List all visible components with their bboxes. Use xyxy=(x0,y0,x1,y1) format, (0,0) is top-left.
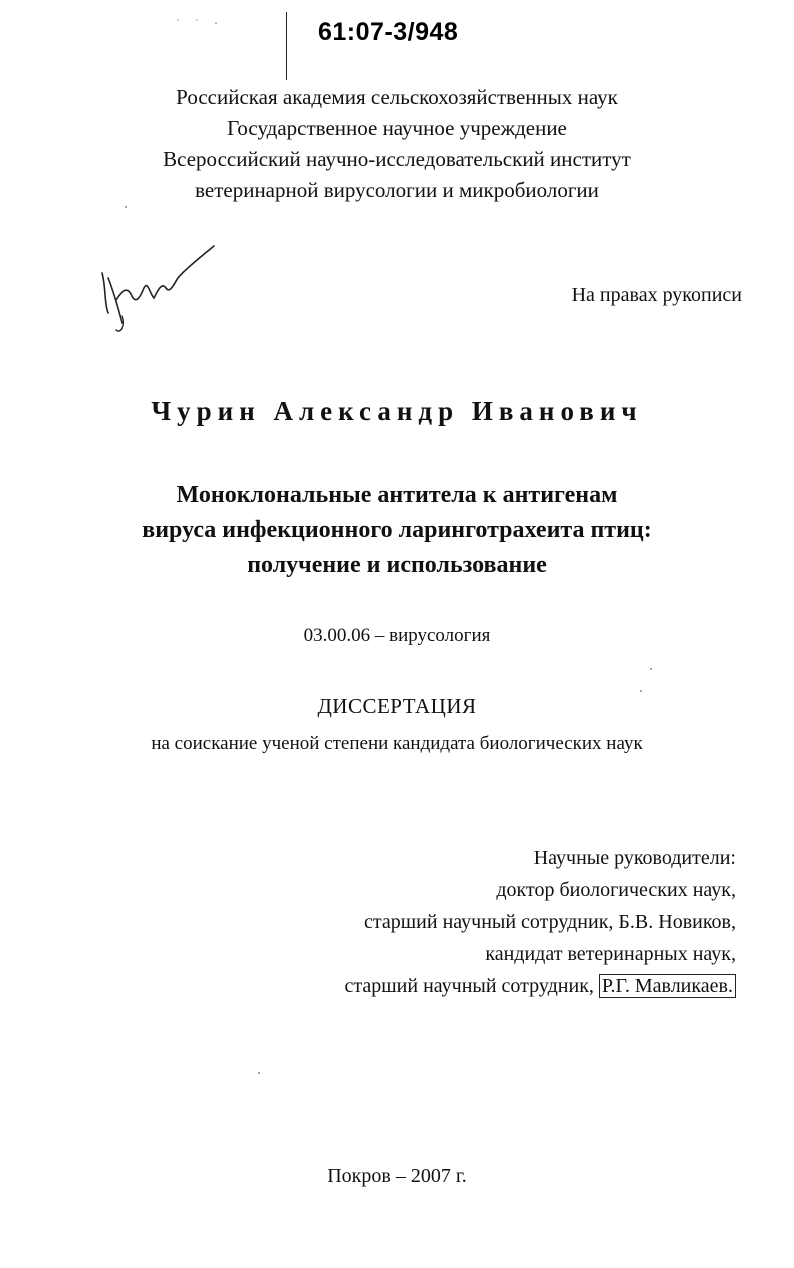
author-name: Чурин Александр Иванович xyxy=(151,396,643,426)
scan-speck xyxy=(125,206,127,208)
supervisors-heading: Научные руководители: xyxy=(533,847,736,869)
supervisor-line-3: кандидат ветеринарных наук, xyxy=(485,943,736,965)
org-line-institute: Всероссийский научно-исследовательский институт xyxy=(163,147,631,171)
org-line-academy: Российская академия сельскохозяйственных наук xyxy=(176,85,618,109)
title-line-2: вируса инфекционного ларинготрахеита птиц: xyxy=(142,517,652,543)
scan-marks: ˙ ˙ · xyxy=(176,16,224,30)
org-line-department: ветеринарной вирусологии и микробиологии xyxy=(195,178,599,202)
supervisor-name-boxed: Р.Г. Мавликаев. xyxy=(599,974,736,998)
title-line-1: Моноклональные антитела к антигенам xyxy=(176,482,618,508)
scan-speck xyxy=(650,668,652,670)
title-line-3: получение и использование xyxy=(247,552,547,578)
supervisor-line-2: старший научный сотрудник, Б.В. Новиков, xyxy=(364,911,736,933)
degree-statement: на соискание ученой степени кандидата биологических наук xyxy=(151,733,643,754)
stamp-divider xyxy=(286,12,287,80)
archive-stamp-code: 61:07-3/948 xyxy=(318,18,459,46)
supervisor-line-4 xyxy=(345,970,736,1002)
supervisor-line-1: доктор биологических наук, xyxy=(496,879,736,901)
scan-speck xyxy=(258,1072,260,1074)
document-type: ДИССЕРТАЦИЯ xyxy=(317,694,477,718)
handwritten-signature xyxy=(92,238,222,338)
scan-speck xyxy=(640,690,642,692)
org-line-institution: Государственное научное учреждение xyxy=(227,116,567,140)
supervisor-title: старший научный сотрудник, xyxy=(344,975,594,997)
place-and-year: Покров – 2007 г. xyxy=(327,1165,467,1187)
manuscript-rights-note: На правах рукописи xyxy=(571,284,742,306)
specialty-code: 03.00.06 – вирусология xyxy=(303,625,491,646)
